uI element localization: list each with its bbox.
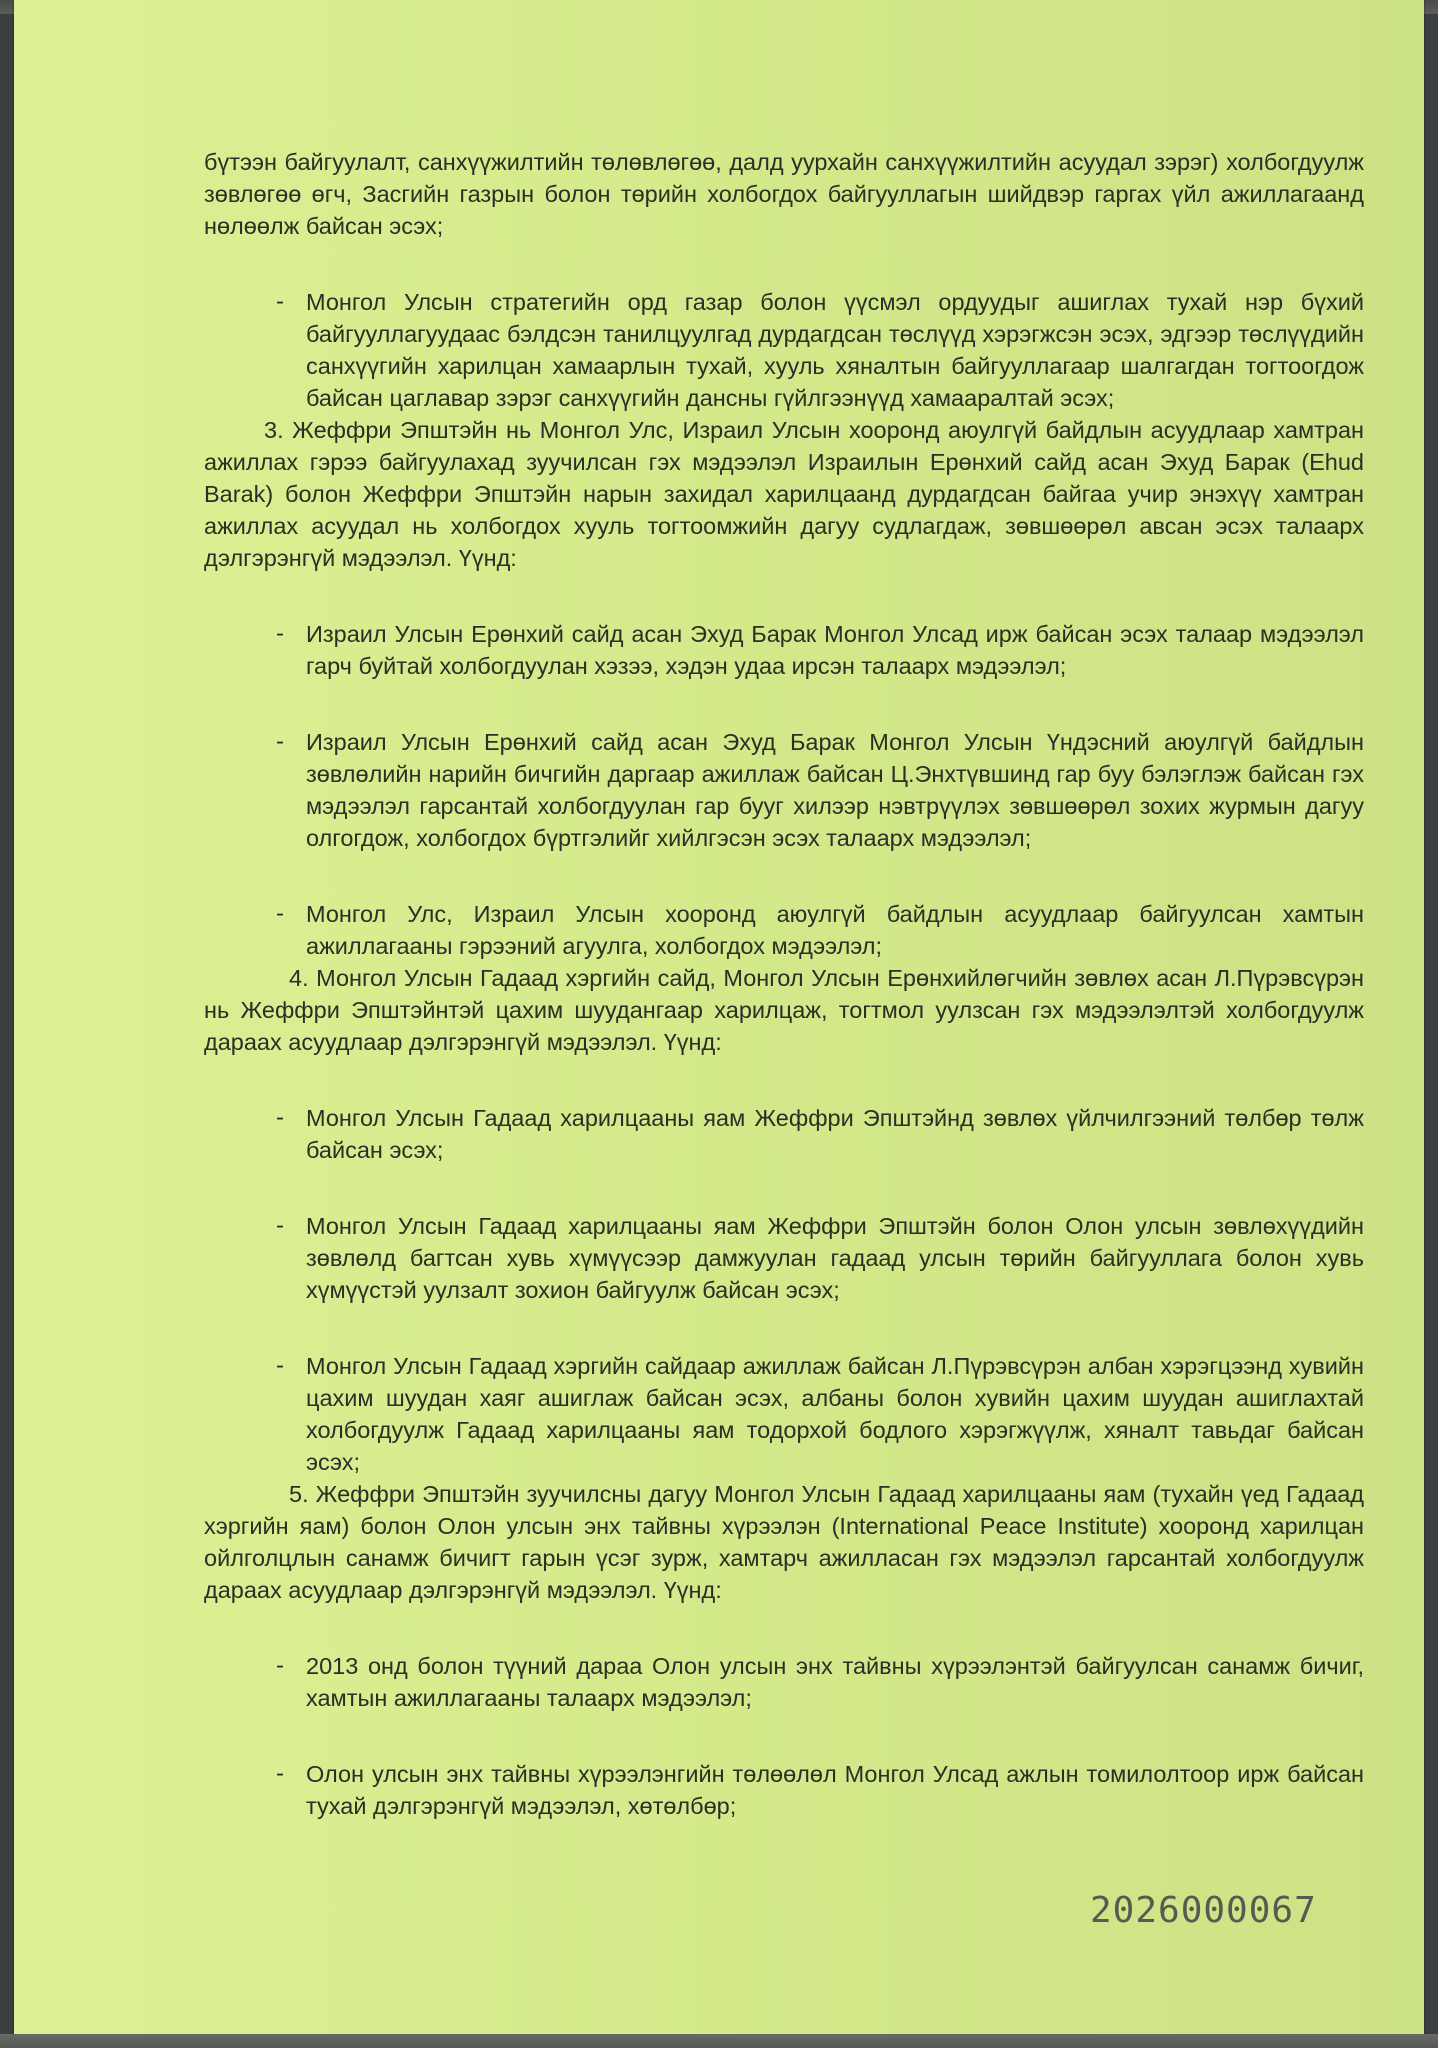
list-item-text: Монгол Улс, Израил Улсын хооронд аюулгүй байдлын асуудлаар байгуулсан хамтын ажиллагааны гэрээний агуулга, холбогдох мэдээлэл; (306, 901, 1364, 959)
section-3-paragraph: 3. Жеффри Эпштэйн нь Монгол Улс, Израил Улсын хооронд аюулгүй байдлын асуудлаар хамтран ажиллах гэрээ байгуулахад зуучилсан гэх мэдээлэл Израилын Ерөнхий сайд асан Эхуд Барак (Ehud Barak) болон Жеффри Эпштэйн нарын захидал харилцаанд дурдагдсан байгаа учир энэхүү хамтран ажиллах асуудал нь холбогдох хууль тогтоомжийн дагуу судлагдаж, зөвшөөрөл авсан эсэх талаарх дэлгэрэнгүй мэдээлэл. Үүнд: (204, 417, 1364, 571)
list-item (276, 1350, 1364, 1478)
list-item-text: Монгол Улсын Гадаад хэргийн сайдаар ажиллаж байсан Л.Пүрэвсүрэн албан хэрэгцээнд хувийн цахим шуудан хаяг ашиглаж байсан эсэх, албаны болон хувийн цахим шуудан ашиглахтай холбогдуулж Гадаад харилцааны яам тодорхой бодлого хэрэгжүүлж, хяналт тавьдаг байсан эсэх; (306, 1353, 1364, 1475)
list-item-text: Монгол Улсын стратегийн орд газар болон үүсмэл ордуудыг ашиглах тухай нэр бүхий байгууллагуудаас бэлдсэн танилцуулгад дурдагдсан төслүүд хэрэгжсэн эсэх, эдгээр төслүүдийн санхүүгийн харилцан хамаарлын тухай, хууль хяналтын байгууллагаар шалгагдан тогтоогдож байсан цаглавар зэрэг санхүүгийн дансны гүйлгээнүүд хамааралтай эсэх; (306, 289, 1364, 411)
list-item-text: Монгол Улсын Гадаад харилцааны яам Жеффри Эпштэйн болон Олон улсын зөвлөхүүдийн зөвлөлд багтсан хувь хүмүүсээр дамжуулан гадаад улсын төрийн байгууллага болон хувь хүмүүстэй уулзалт зохион байгуулж байсан эсэх; (306, 1213, 1364, 1303)
document-body (204, 146, 1364, 1822)
list-item-text: Израил Улсын Ерөнхий сайд асан Эхуд Барак Монгол Улсын Үндэсний аюулгүй байдлын зөвлөлийн нарийн бичгийн даргаар ажиллаж байсан Ц.Энхтүвшинд гар буу бэлэглэж байсан гэх мэдээлэл гарсантай холбогдуулан гар бууг хилээр нэвтрүүлэх зөвшөөрөл зохих журмын дагуу олгогдож, холбогдох бүртгэлийг хийлгэсэн эсэх талаарх мэдээлэл; (306, 729, 1364, 851)
bullet-dash: - (276, 1212, 284, 1239)
list-item (276, 1650, 1364, 1714)
bullet-dash: - (276, 288, 284, 315)
bullet-dash: - (276, 1352, 284, 1379)
list-item (276, 1102, 1364, 1166)
list-item-text: Монгол Улсын Гадаад харилцааны яам Жеффри Эпштэйнд зөвлөх үйлчилгээний төлбөр төлж байсан эсэх; (306, 1105, 1364, 1163)
list-item-text: 2013 онд болон түүний дараа Олон улсын энх тайвны хүрээлэнтэй байгуулсан санамж бичиг, хамтын ажиллагааны талаарх мэдээлэл; (306, 1653, 1364, 1711)
desk-background-bottom (0, 2034, 1438, 2048)
section-4-paragraph: 4. Монгол Улсын Гадаад хэргийн сайд, Монгол Улсын Ерөнхийлөгчийн зөвлөх асан Л.Пүрэвсүрэн нь Жеффри Эпштэйнтэй цахим шуудангаар харилцаж, тогтмол уулзсан гэх мэдээлэлтэй холбогдуулж дараах асуудлаар дэлгэрэнгүй мэдээлэл. Үүнд: (204, 965, 1364, 1055)
list-item (276, 618, 1364, 682)
bullet-dash: - (276, 1104, 284, 1131)
document-page (14, 0, 1424, 2036)
list-item (276, 1758, 1364, 1822)
list-item (276, 1210, 1364, 1306)
document-number-stamp: 2026000067 (1090, 1890, 1317, 1931)
bullet-dash: - (276, 900, 284, 927)
bullet-dash: - (276, 620, 284, 647)
list-item (276, 898, 1364, 962)
list-item (276, 726, 1364, 854)
list-item (276, 286, 1364, 414)
bullet-dash: - (276, 1760, 284, 1787)
bullet-dash: - (276, 728, 284, 755)
section-5-paragraph: 5. Жеффри Эпштэйн зуучилсны дагуу Монгол Улсын Гадаад харилцааны яам (тухайн үед Гадаад хэргийн яам) болон Олон улсын энх тайвны хүрээлэн (International Peace Institute) хооронд харилцан ойлголцлын санамж бичигт гарын үсэг зурж, хамтарч ажилласан гэх мэдээлэл гарсантай холбогдуулж дараах асуудлаар дэлгэрэнгүй мэдээлэл. Үүнд: (204, 1481, 1364, 1603)
intro-continuation: бүтээн байгуулалт, санхүүжилтийн төлөвлөгөө, далд уурхайн санхүүжилтийн асуудал зэрэг) холбогдуулж зөвлөгөө өгч, Засгийн газрын болон төрийн холбогдох байгууллагын шийдвэр гаргах үйл ажиллагаанд нөлөөлж байсан эсэх; (204, 149, 1364, 239)
list-item-text: Олон улсын энх тайвны хүрээлэнгийн төлөөлөл Монгол Улсад ажлын томилолтоор ирж байсан тухай дэлгэрэнгүй мэдээлэл, хөтөлбөр; (306, 1761, 1364, 1819)
bullet-dash: - (276, 1652, 284, 1679)
list-item-text: Израил Улсын Ерөнхий сайд асан Эхуд Барак Монгол Улсад ирж байсан эсэх талаар мэдээлэл гарч буйтай холбогдуулан хэзээ, хэдэн удаа ирсэн талаарх мэдээлэл; (306, 621, 1364, 679)
